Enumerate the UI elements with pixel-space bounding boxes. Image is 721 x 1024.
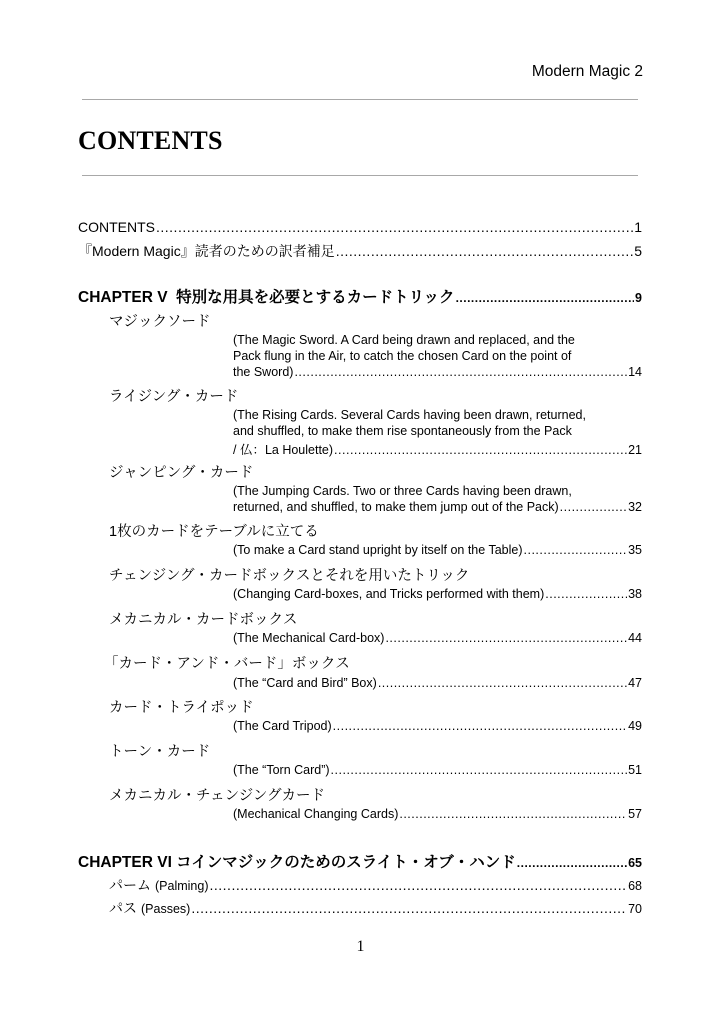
toc-item-title[interactable]: ライジング・カード bbox=[109, 389, 239, 405]
dot-leader bbox=[456, 291, 634, 305]
dot-leader bbox=[156, 219, 633, 235]
toc-item-last-line[interactable] bbox=[233, 543, 642, 557]
toc-item-description: (The Magic Sword. A Card being drawn and replaced, and the bbox=[233, 333, 575, 347]
toc-entry-page: 5 bbox=[634, 243, 642, 259]
toc-entry-jp: パーム bbox=[109, 877, 151, 893]
dot-leader bbox=[524, 543, 628, 557]
toc-item-last-line[interactable] bbox=[233, 587, 642, 601]
toc-item-title[interactable]: 「カード・アンド・バード」ボックス bbox=[104, 656, 350, 672]
toc-item-last-line[interactable] bbox=[233, 440, 642, 458]
toc-item-title[interactable]: 1枚のカードをテーブルに立てる bbox=[109, 524, 319, 540]
chapter-page: 65 bbox=[628, 856, 642, 870]
dot-leader bbox=[333, 719, 627, 733]
dot-leader bbox=[560, 500, 627, 514]
toc-item-description: (The Jumping Cards. Two or three Cards having been drawn, bbox=[233, 484, 572, 498]
toc-entry-translator-notes[interactable] bbox=[78, 241, 642, 261]
toc-item-page: 32 bbox=[628, 500, 642, 514]
toc-item-last-line[interactable] bbox=[233, 676, 642, 690]
toc-item-page: 35 bbox=[628, 543, 642, 557]
toc-entry-label: CONTENTS bbox=[78, 219, 155, 235]
toc-item-last-line[interactable] bbox=[233, 500, 642, 514]
toc-item-page: 49 bbox=[628, 719, 642, 733]
dot-leader bbox=[385, 631, 627, 645]
chapter-title: CHAPTER VI コインマジックのためのスライト・オブ・ハンド bbox=[78, 854, 516, 871]
toc-item-text: (To make a Card stand upright by itself on the Table) bbox=[233, 543, 523, 557]
dot-leader bbox=[294, 365, 627, 379]
dot-leader bbox=[191, 900, 627, 916]
toc-item-title[interactable]: メカニカル・カードボックス bbox=[109, 612, 298, 628]
toc-entry-passes[interactable] bbox=[109, 898, 642, 918]
toc-entry-label: 『Modern Magic』読者のための訳者補足 bbox=[78, 243, 335, 259]
toc-item-title[interactable]: ジャンピング・カード bbox=[109, 465, 254, 481]
dot-leader bbox=[545, 587, 627, 601]
chapter-page: 9 bbox=[635, 291, 642, 305]
toc-item-text: (Mechanical Changing Cards) bbox=[233, 807, 399, 821]
toc-entry-en: (Palming) bbox=[155, 879, 209, 893]
toc-item-text: (The “Card and Bird” Box) bbox=[233, 676, 377, 690]
title-divider bbox=[82, 175, 638, 176]
toc-item-text: (The Mechanical Card-box) bbox=[233, 631, 385, 645]
toc-item-last-line[interactable] bbox=[233, 719, 642, 733]
toc-item-page: 57 bbox=[628, 807, 642, 821]
toc-entry-page: 70 bbox=[628, 902, 642, 916]
toc-item-title[interactable]: チェンジング・カードボックスとそれを用いたトリック bbox=[109, 568, 470, 584]
toc-item-last-line[interactable] bbox=[233, 365, 642, 379]
toc-item-text: / 仏：La Houlette) bbox=[233, 443, 334, 457]
toc-item-page: 14 bbox=[628, 365, 642, 379]
toc-item-description: Pack flung in the Air, to catch the chosen Card on the point of bbox=[233, 349, 572, 363]
dot-leader bbox=[334, 443, 627, 457]
toc-item-text: the Sword) bbox=[233, 365, 294, 379]
toc-item-last-line[interactable] bbox=[233, 631, 642, 645]
chapter-6-heading[interactable] bbox=[78, 850, 642, 872]
toc-item-page: 51 bbox=[628, 763, 642, 777]
chapter-5-heading[interactable] bbox=[78, 285, 642, 307]
toc-item-text: (The “Torn Card”) bbox=[233, 763, 330, 777]
toc-item-text: (Changing Card-boxes, and Tricks performed with them) bbox=[233, 587, 545, 601]
dot-leader bbox=[210, 877, 628, 893]
page-title: CONTENTS bbox=[78, 126, 223, 155]
dot-leader bbox=[517, 856, 627, 870]
toc-item-title[interactable]: トーン・カード bbox=[109, 744, 211, 760]
toc-item-title[interactable]: メカニカル・チェンジングカード bbox=[109, 788, 326, 804]
chapter-title: CHAPTER V 特別な用具を必要とするカードトリック bbox=[78, 289, 455, 306]
toc-entry-page: 68 bbox=[628, 879, 642, 893]
toc-item-last-line[interactable] bbox=[233, 763, 642, 777]
running-header: Modern Magic 2 bbox=[531, 63, 643, 80]
toc-entry-page: 1 bbox=[634, 219, 642, 235]
dot-leader bbox=[378, 676, 627, 690]
toc-item-text: returned, and shuffled, to make them jump out of the Pack) bbox=[233, 500, 559, 514]
toc-item-page: 47 bbox=[628, 676, 642, 690]
toc-entry-contents[interactable] bbox=[78, 219, 642, 235]
toc-item-page: 44 bbox=[628, 631, 642, 645]
dot-leader bbox=[336, 243, 634, 259]
toc-item-page: 38 bbox=[628, 587, 642, 601]
toc-item-description: and shuffled, to make them rise spontaneously from the Pack bbox=[233, 424, 572, 438]
dot-leader bbox=[331, 763, 628, 777]
dot-leader bbox=[399, 807, 627, 821]
toc-item-title[interactable]: カード・トライポッド bbox=[109, 700, 254, 716]
toc-item-last-line[interactable] bbox=[233, 807, 642, 821]
toc-entry-palming[interactable] bbox=[109, 875, 642, 895]
page-number: 1 bbox=[356, 938, 365, 955]
toc-item-text: (The Card Tripod) bbox=[233, 719, 332, 733]
toc-entry-jp: パス bbox=[109, 900, 137, 916]
top-divider bbox=[82, 99, 638, 100]
toc-item-description: (The Rising Cards. Several Cards having been drawn, returned, bbox=[233, 408, 586, 422]
toc-item-page: 21 bbox=[628, 443, 642, 457]
toc-item-title[interactable]: マジックソード bbox=[109, 314, 211, 330]
toc-entry-en: (Passes) bbox=[141, 902, 191, 916]
